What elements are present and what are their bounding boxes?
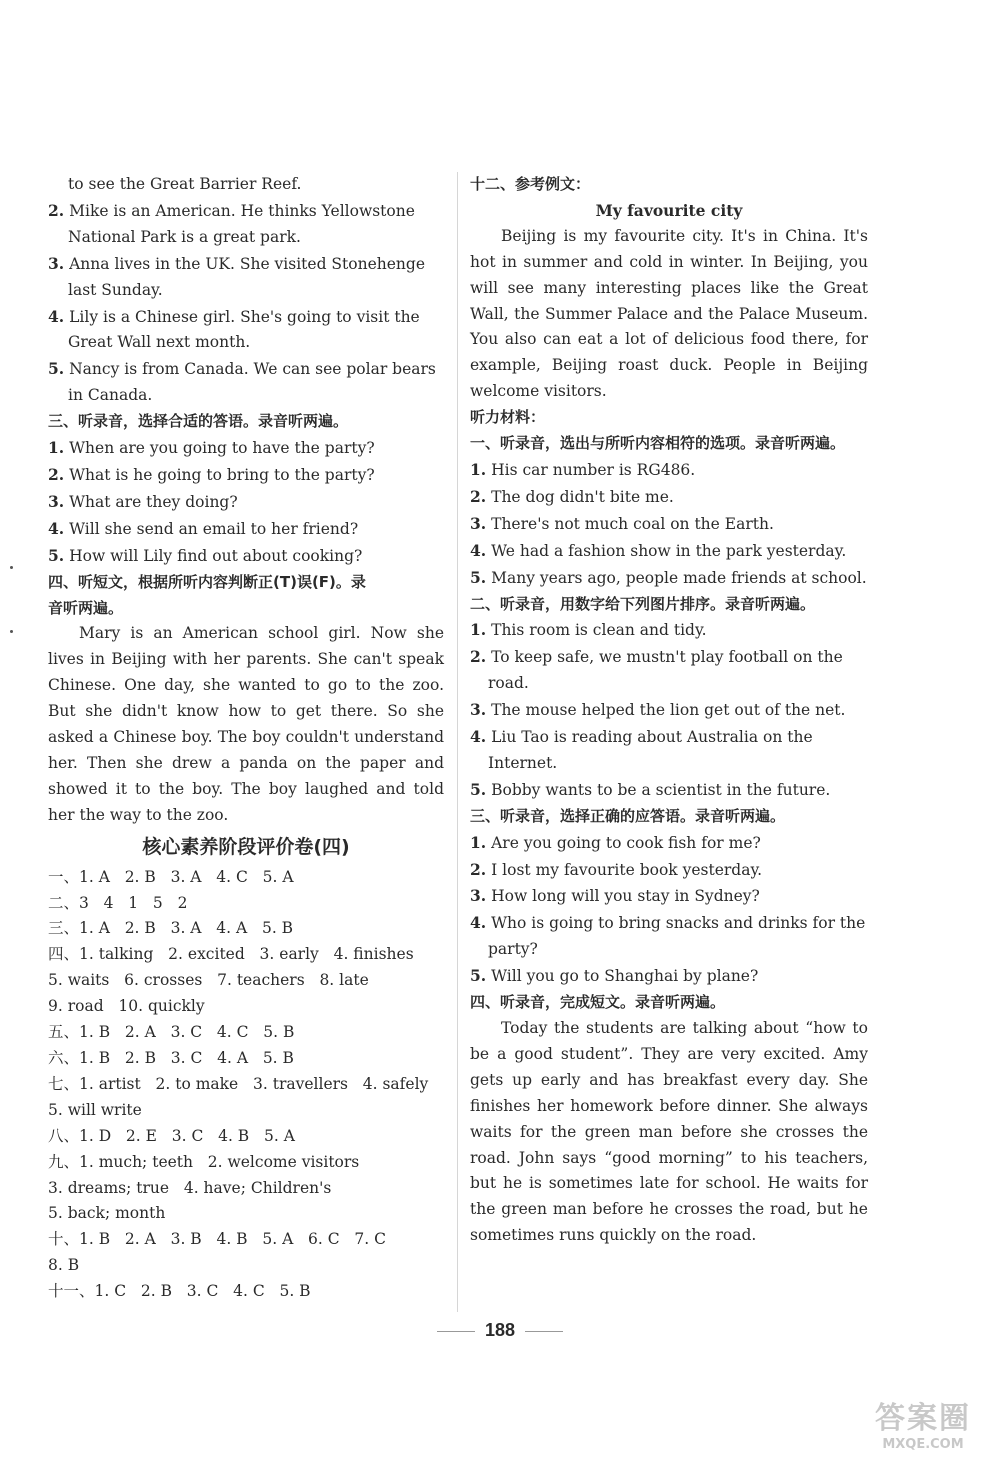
text-line: [48, 356, 444, 383]
section-title: 核心素养阶段评价卷(四): [142, 835, 350, 858]
answer-line: 5. back; month: [48, 1204, 166, 1223]
item-text: Liu Tao is reading about Australia on the Internet.: [486, 728, 813, 772]
answer-line: 一、1. A 2. B 3. A 4. C 5. A: [48, 867, 294, 886]
page-number-row: [0, 1320, 1000, 1341]
listening-item: [470, 457, 868, 484]
part1-list: [470, 457, 868, 592]
item-text: Mike is an American. He thinks Yellowstone: [64, 201, 415, 220]
text-line: [48, 198, 444, 225]
answer-line: 三、1. A 2. B 3. A 4. A 5. B: [48, 919, 294, 938]
answer-line: 5. will write: [48, 1100, 142, 1119]
item-text: The dog didn't bite me.: [486, 487, 674, 506]
answer-line: 3. dreams; true 4. have; Children's: [48, 1178, 332, 1197]
item-text: National Park is a great park.: [68, 227, 301, 246]
listening-item: [470, 777, 868, 804]
answer-line: 二、3 4 1 5 2: [48, 893, 188, 912]
part2-list: [470, 617, 868, 803]
listening-heading: 听力材料：: [470, 408, 546, 427]
listening-item: [470, 857, 868, 884]
listening-item: [470, 697, 868, 724]
text-line: [48, 304, 444, 331]
item-number: 3.: [470, 886, 487, 906]
item-number: 5.: [470, 966, 487, 986]
item-text: Bobby wants to be a scientist in the future.: [486, 780, 831, 799]
item-text: last Sunday.: [68, 280, 163, 299]
item-number: 1.: [470, 620, 487, 640]
part4-heading: 四、听录音，完成短文。录音听两遍。: [470, 993, 726, 1012]
listening-item: [470, 538, 868, 565]
item-text: 音听两遍。: [48, 598, 124, 617]
dash-right: [525, 1331, 563, 1332]
item-text: To keep safe, we mustn't play football on the road.: [486, 648, 843, 693]
page-number: 188: [484, 1320, 516, 1340]
answer-line: 九、1. much; teeth 2. welcome visitors: [48, 1152, 360, 1171]
item-number: 4.: [470, 913, 487, 933]
story-paragraph: Mary is an American school girl. Now she lives in Beijing with her parents. She can't speak Chinese. One day, she wanted to go to the zoo. But she didn't know how to get there. So she asked a Chinese boy. The boy couldn't understand her. Then she drew a panda on the paper and showed it to the boy. The boy laughed and told her the way to the zoo.: [48, 624, 444, 824]
part3-heading: 三、听录音，选择正确的应答语。录音听两遍。: [470, 806, 786, 825]
item-number: 2.: [48, 464, 65, 484]
text-line: [48, 225, 444, 251]
answer-line: 5. waits 6. crosses 7. teachers 8. late: [48, 971, 369, 990]
item-number: 5.: [470, 567, 487, 587]
item-number: 4.: [48, 518, 65, 538]
text-line: [48, 596, 444, 622]
essay-paragraph: Beijing is my favourite city. It's in China. It's hot in summer and cold in winter. In Beijing, you will see many interesting places like the Great Wall, the Summer Palace and the Palace Museum. You also can eat a lot of delicious food there, for example, Beijing roast duck. People in Beijing welcome visitors.: [470, 226, 868, 401]
left-column: [48, 172, 444, 1305]
margin-dot: [10, 566, 13, 569]
answer-line: 五、1. B 2. A 3. C 4. C 5. B: [48, 1023, 295, 1042]
part4-paragraph: Today the students are talking about “how to be a good student”. They are very excited. Amy gets up early and has breakfast every day. She finishes her homework before dinner. She always waits for the green man before she crosses the road. John says “good morning” to his teachers, but he is sometimes late for school. He waits for the green man before he crosses the road, but he sometimes runs quickly on the road.: [470, 1019, 868, 1245]
margin-dot: [10, 630, 13, 633]
dash-left: [437, 1331, 475, 1332]
item-text: How will Lily find out about cooking?: [64, 546, 363, 565]
listening-item: [470, 565, 868, 592]
text-line: [48, 570, 444, 596]
listening-item: [470, 910, 868, 963]
item-text: Will you go to Shanghai by plane?: [486, 967, 759, 986]
item-text: Are you going to cook fish for me?: [486, 833, 761, 852]
item-text: I lost my favourite book yesterday.: [486, 860, 763, 879]
text-line: [48, 278, 444, 304]
watermark-line2: MXQE.COM: [882, 1437, 964, 1452]
text-line: [48, 172, 444, 198]
item-number: 5.: [48, 545, 65, 565]
item-text: in Canada.: [68, 386, 153, 405]
item-text: What are they doing?: [64, 492, 238, 511]
watermark-line1: 答案圈: [875, 1401, 971, 1436]
answer-line: 七、1. artist 2. to make 3. travellers 4. safely: [48, 1074, 429, 1093]
item-text: Who is going to bring snacks and drinks for the party?: [486, 914, 866, 959]
item-number: 4.: [470, 540, 487, 560]
left-lines: [48, 172, 444, 621]
text-line: [48, 435, 444, 462]
answer-line: 十一、1. C 2. B 3. C 4. C 5. B: [48, 1282, 311, 1301]
item-number: 3.: [48, 491, 65, 511]
item-number: 1.: [470, 459, 487, 479]
text-line: [48, 489, 444, 516]
listening-item: [470, 724, 868, 777]
essay-title: My favourite city: [595, 200, 743, 220]
item-number: 1.: [48, 438, 65, 458]
item-number: 3.: [470, 513, 487, 533]
item-text: Great Wall next month.: [68, 333, 251, 352]
item-text: How long will you stay in Sydney?: [486, 887, 760, 906]
item-number: 3.: [470, 700, 487, 720]
text-line: [48, 251, 444, 278]
answer-key: [48, 865, 444, 1305]
part3-list: [470, 830, 868, 990]
listening-item: [470, 617, 868, 644]
item-text: We had a fashion show in the park yesterday.: [486, 541, 847, 560]
item-text: Will she send an email to her friend?: [64, 519, 359, 538]
listening-item: [470, 484, 868, 511]
item-text: This room is clean and tidy.: [486, 621, 707, 640]
item-number: 2.: [470, 486, 487, 506]
listening-item: [470, 830, 868, 857]
item-text: His car number is RG486.: [486, 460, 696, 479]
item-text: 四、听短文，根据所听内容判断正(T)误(F)。录: [48, 572, 366, 591]
item-number: 5.: [470, 779, 487, 799]
item-text: Many years ago, people made friends at school.: [486, 568, 867, 587]
listening-item: [470, 511, 868, 538]
item-text: What is he going to bring to the party?: [64, 465, 375, 484]
watermark-logo: [858, 1393, 988, 1463]
answer-line: 六、1. B 2. B 3. C 4. A 5. B: [48, 1049, 294, 1067]
item-text: When are you going to have the party?: [64, 439, 375, 458]
item-number: 4.: [470, 727, 487, 747]
item-number: 3.: [48, 253, 65, 273]
item-text: Lily is a Chinese girl. She's going to visit the: [64, 307, 420, 326]
listening-item: [470, 963, 868, 990]
answer-line: 八、1. D 2. E 3. C 4. B 5. A: [48, 1126, 295, 1145]
part1-heading: 一、听录音，选出与所听内容相符的选项。录音听两遍。: [470, 434, 846, 453]
item-number: 2.: [48, 200, 65, 220]
item-text: There's not much coal on the Earth.: [486, 514, 774, 533]
item-text: Anna lives in the UK. She visited Stonehenge: [64, 254, 425, 273]
part2-heading: 二、听录音，用数字给下列图片排序。录音听两遍。: [470, 594, 816, 613]
item-text: to see the Great Barrier Reef.: [68, 175, 302, 193]
essay-heading: 十二、参考例文：: [470, 175, 591, 193]
listening-item: [470, 644, 868, 697]
text-line: [48, 409, 444, 435]
listening-item: [470, 883, 868, 910]
item-text: The mouse helped the lion get out of the net.: [486, 701, 846, 720]
answer-line: 8. B: [48, 1256, 80, 1275]
item-number: 5.: [48, 359, 65, 379]
item-number: 4.: [48, 306, 65, 326]
item-number: 1.: [470, 832, 487, 852]
answer-line: 四、1. talking 2. excited 3. early 4. finishes: [48, 945, 414, 964]
answer-line: 9. road 10. quickly: [48, 997, 205, 1016]
column-divider: [457, 172, 458, 1312]
text-line: [48, 543, 444, 570]
item-text: 三、听录音，选择合适的答语。录音听两遍。: [48, 412, 349, 431]
text-line: [48, 383, 444, 409]
right-column: [470, 172, 868, 1249]
answer-line: 十、1. B 2. A 3. B 4. B 5. A 6. C 7. C: [48, 1230, 386, 1249]
text-line: [48, 462, 444, 489]
item-number: 2.: [470, 859, 487, 879]
text-line: [48, 516, 444, 543]
item-number: 2.: [470, 647, 487, 667]
item-text: Nancy is from Canada. We can see polar bears: [64, 360, 436, 379]
text-line: [48, 330, 444, 356]
